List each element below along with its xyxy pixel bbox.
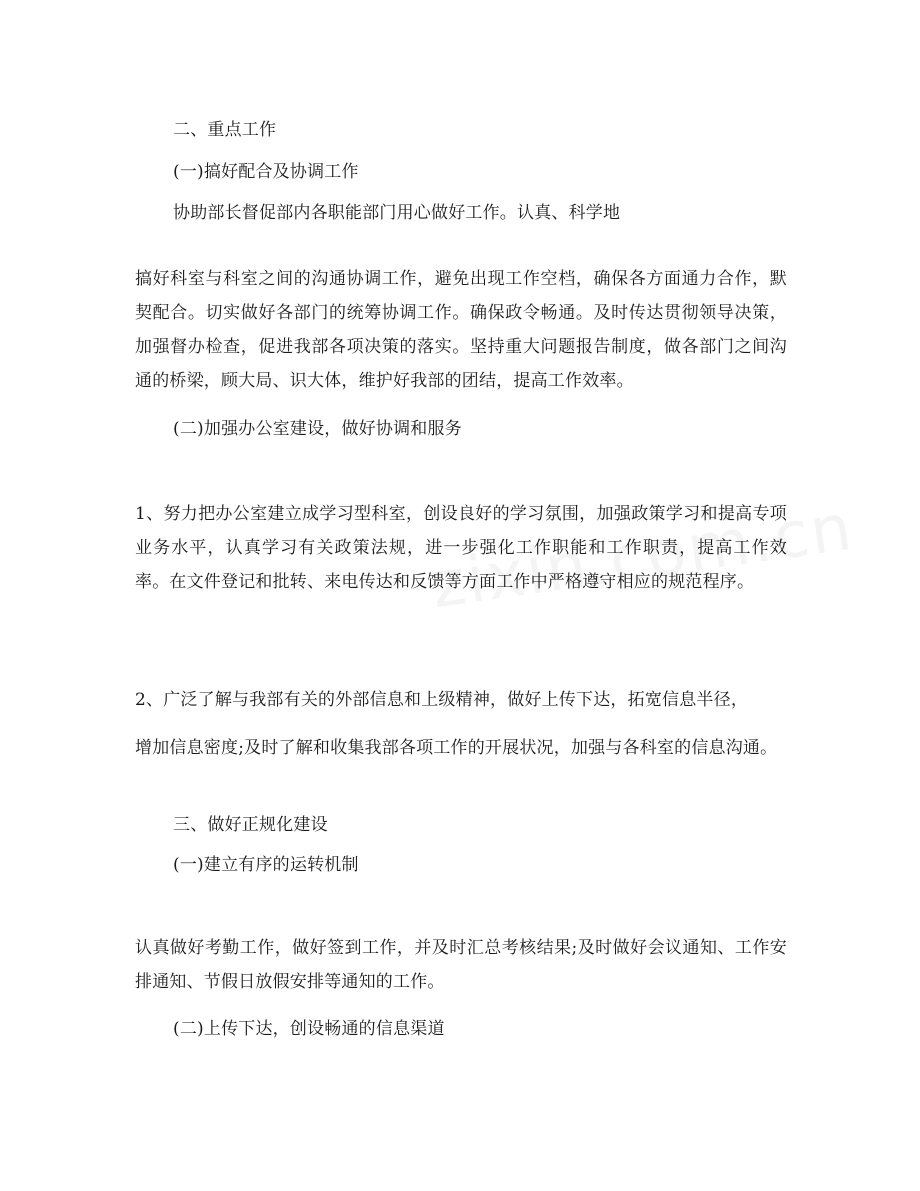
section-heading-key-work: 二、重点工作 bbox=[173, 120, 277, 140]
subheading-information-channel: (二)上传下达，创设畅通的信息渠道 bbox=[173, 1019, 445, 1039]
subheading-coordination: (一)搞好配合及协调工作 bbox=[173, 162, 359, 182]
paragraph-assist-minister: 协助部长督促部内各职能部门用心做好工作。认真、科学地 bbox=[173, 203, 621, 223]
section-heading-standardization: 三、做好正规化建设 bbox=[173, 815, 328, 835]
paragraph-item-1-learning: 1、努力把办公室建立成学习型科室，创设良好的学习氛围，加强政策学习和提高专项业务水平，认真学习有关政策法规，进一步强化工作职能和工作职责，提高工作效率。在文件登记和批转、来电传达和反馈等方面工作中严格遵守相应的规范程序。 bbox=[135, 504, 787, 592]
paragraph-information-density: 增加信息密度;及时了解和收集我部各项工作的开展状况，加强与各科室的信息沟通。 bbox=[135, 738, 778, 758]
subheading-office-building: (二)加强办公室建设，做好协调和服务 bbox=[173, 419, 462, 439]
subheading-operating-mechanism: (一)建立有序的运转机制 bbox=[173, 855, 359, 875]
paragraph-attendance: 认真做好考勤工作，做好签到工作，并及时汇总考核结果;及时做好会议通知、工作安排通知、节假日放假安排等通知的工作。 bbox=[135, 938, 787, 992]
paragraph-coordination-details: 搞好科室与科室之间的沟通协调工作，避免出现工作空档，确保各方面通力合作，默契配合。切实做好各部门的统筹协调工作。确保政令畅通。及时传达贯彻领导决策，加强督办检查，促进我部各项决策的落实。坚持重大问题报告制度，做各部门之间沟通的桥梁，顾大局、识大体，维护好我部的团结，提高工作效率。 bbox=[135, 269, 787, 391]
paragraph-item-2-information: 2、广泛了解与我部有关的外部信息和上级精神，做好上传下达，拓宽信息半径， bbox=[135, 690, 749, 710]
